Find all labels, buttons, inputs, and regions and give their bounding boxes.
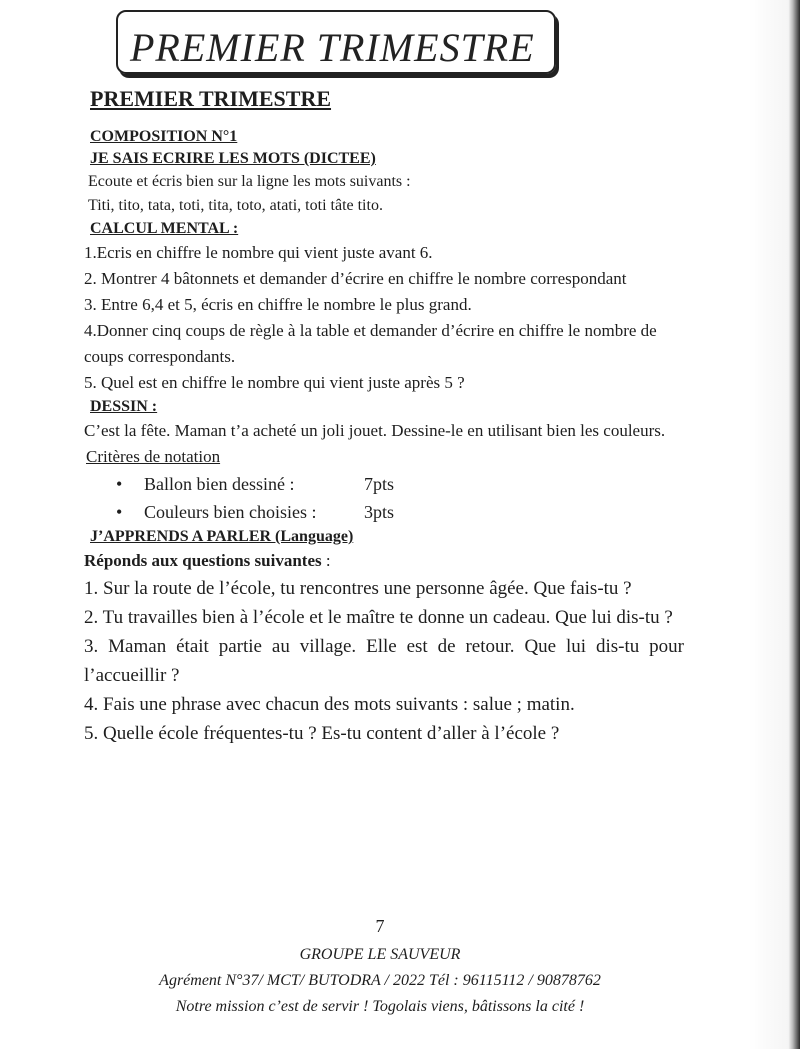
bullet-icon: • bbox=[116, 474, 123, 494]
criteria-item bbox=[116, 470, 684, 498]
calcul-item: 2. Montrer 4 bâtonnets et demander d’écrire en chiffre le nombre correspondant bbox=[84, 269, 627, 288]
langage-question: 2. Tu travailles bien à l’école et le maître te donne un cadeau. Que lui dis-tu ? bbox=[84, 607, 673, 628]
criteria-points: 7pts bbox=[364, 474, 395, 494]
composition-title: COMPOSITION N°1 bbox=[90, 128, 238, 145]
dictee-line: Titi, tito, tata, toti, tita, toto, atati, toti tâte tito. bbox=[88, 197, 383, 214]
dessin-title: DESSIN : bbox=[90, 398, 158, 415]
calcul-item: 4.Donner cinq coups de règle à la table et demander d’écrire en chiffre le nombre de coups correspondants. bbox=[84, 321, 657, 366]
agrement-line: Agrément N°37/ MCT/ BUTODRA / 2022 Tél : 96115112 / 90878762 bbox=[159, 972, 601, 989]
dictee-title: JE SAIS ECRIRE LES MOTS (DICTEE) bbox=[90, 150, 376, 167]
title-box bbox=[116, 10, 556, 74]
instruction-text: Réponds aux questions suivantes bbox=[84, 551, 322, 570]
bullet-icon: • bbox=[116, 502, 123, 522]
page-number: 7 bbox=[375, 916, 385, 936]
box-title: PREMIER TRIMESTRE bbox=[130, 25, 535, 70]
page-heading: PREMIER TRIMESTRE bbox=[90, 86, 332, 111]
criteria-points: 3pts bbox=[364, 502, 395, 522]
langage-title: J’APPRENDS A PARLER (Language) bbox=[90, 528, 354, 545]
calcul-item: 3. Entre 6,4 et 5, écris en chiffre le nombre le plus grand. bbox=[84, 295, 472, 314]
langage-question: 4. Fais une phrase avec chacun des mots suivants : salue ; matin. bbox=[84, 694, 575, 715]
langage-question: 5. Quelle école fréquentes-tu ? Es-tu content d’aller à l’école ? bbox=[84, 723, 560, 744]
calcul-item: 1.Ecris en chiffre le nombre qui vient juste avant 6. bbox=[84, 243, 433, 262]
page-shadow bbox=[748, 0, 788, 1049]
criteria-label: Couleurs bien choisies : bbox=[144, 502, 317, 522]
dessin-text: C’est la fête. Maman t’a acheté un joli jouet. Dessine-le en utilisant bien les couleurs. bbox=[84, 421, 666, 440]
calcul-item: 5. Quel est en chiffre le nombre qui vient juste après 5 ? bbox=[84, 373, 465, 392]
book-spine bbox=[788, 0, 800, 1049]
criteria-label: Ballon bien dessiné : bbox=[144, 474, 295, 494]
instruction-suffix: : bbox=[321, 551, 331, 570]
criteria-title: Critères de notation bbox=[86, 447, 221, 466]
publisher-name: GROUPE LE SAUVEUR bbox=[299, 946, 461, 963]
mission-line: Notre mission c’est de servir ! Togolais viens, bâtissons la cité ! bbox=[175, 998, 585, 1015]
langage-instruction bbox=[84, 548, 684, 574]
calcul-title: CALCUL MENTAL : bbox=[90, 220, 239, 237]
dictee-line: Ecoute et écris bien sur la ligne les mots suivants : bbox=[88, 173, 411, 190]
criteria-list bbox=[84, 470, 684, 526]
criteria-item bbox=[116, 498, 684, 526]
langage-question: 1. Sur la route de l’école, tu rencontres une personne âgée. Que fais-tu ? bbox=[84, 578, 632, 599]
langage-question: 3. Maman était partie au village. Elle est de retour. Que lui dis-tu pour l’accueillir ? bbox=[84, 636, 684, 686]
page-content bbox=[84, 86, 684, 748]
